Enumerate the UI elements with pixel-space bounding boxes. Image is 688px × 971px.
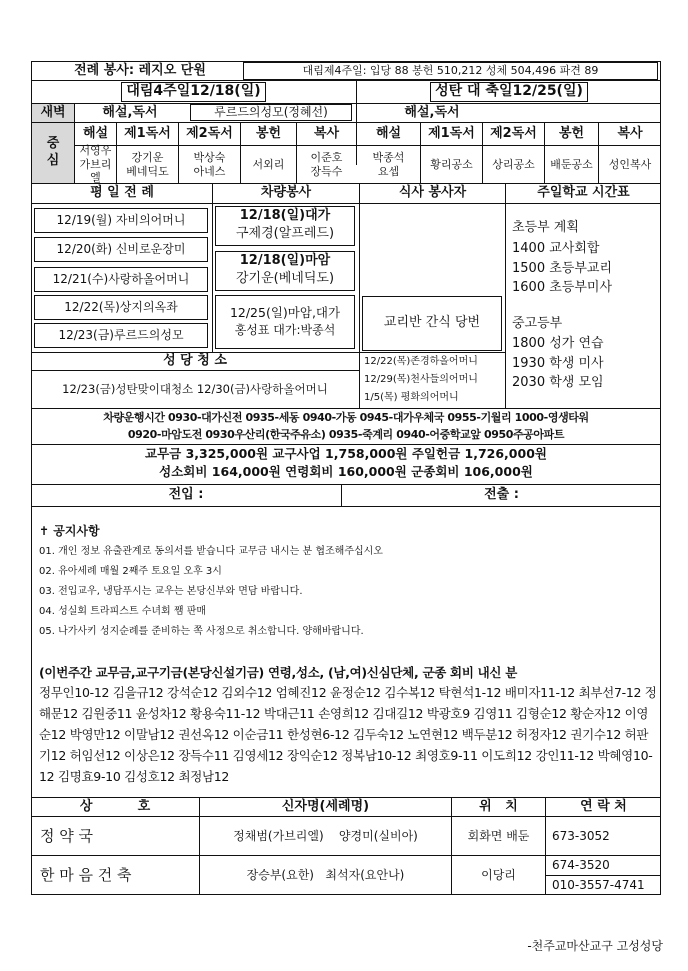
cleaning-header: 성 당 청 소 xyxy=(163,353,227,369)
notice-item: 03. 전입교우, 냉담푸시는 교우는 본당신부와 면담 바랍니다. xyxy=(39,586,303,597)
role-commentary: 해설 xyxy=(82,125,109,141)
role-server: 복사 xyxy=(313,125,340,141)
dir-row-contact: 674-3520 xyxy=(552,858,610,872)
meal-main: 교리반 간식 당번 xyxy=(383,315,481,331)
center-label: 중심 xyxy=(32,123,74,183)
cleaning-text: 12/23(금)성탄맞이대청소 12/30(금)사랑하올어머니 xyxy=(62,381,328,396)
dir-row-location: 회화면 배둔 xyxy=(467,828,530,843)
weekday-item-text: 12/19(월) 자비의어머니 xyxy=(56,213,186,227)
liturgy-title: 전례 봉사: 레지오 단원 xyxy=(74,62,206,78)
meal-item: 12/22(목)존경하올어머니 xyxy=(364,355,478,367)
dir-row-names: 장승부(요한) 최석자(요안나) xyxy=(246,868,405,882)
footer-parish: -천주교마산교구 고성성당 xyxy=(527,939,663,953)
left-person-reading2: 박상숙 아네스 xyxy=(193,150,226,178)
vehicle-block2-title: 12/18(일)마암 xyxy=(239,253,331,269)
dir-header-contact: 연 락 처 xyxy=(580,798,627,814)
left-person-commentary: 서영우 가브리엘 xyxy=(79,143,112,185)
advent-mass-title: 대림4주일12/18(일) xyxy=(31,81,356,103)
weekday-item-text: 12/22(목)상지의옥좌 xyxy=(64,300,178,314)
elem-item: 1400 교사회합 xyxy=(512,240,600,256)
dir-header-names: 신자명(세례명) xyxy=(281,798,370,814)
christmas-mass-title: 성탄 대 축일12/25(일) xyxy=(357,81,661,103)
vehicle-block1-title: 12/18(일)대가 xyxy=(239,208,331,224)
meal-item: 1/5(목) 평화의어머니 xyxy=(364,391,459,403)
vehicle-block3-line1: 12/25(일)마암,대가 xyxy=(229,305,341,321)
weekday-item-text: 12/20(화) 신비로운장미 xyxy=(56,242,186,256)
finance-line2: 성소회비 164,000원 연령회비 160,000원 군종회비 106,000원 xyxy=(159,464,533,480)
dir-header-location: 위 치 xyxy=(479,798,518,814)
dawn-left-name: 루르드의성모(정혜선) xyxy=(214,105,328,119)
mid-title: 중고등부 xyxy=(512,315,563,331)
contributors-list: 정무인10-12 김을규12 강석순12 김외수12 엄혜진12 윤정순12 김수복12 탁현석1-12 배미자11-12 최부선7-12 정해문12 김원중11 윤성차12 황용숙11-12 박대근11 손영희12 김대길12 박광호9 김영11 김형순12 황순자12 이영순12 박영만12 이말남12 권선옥12 이순금11 한성현6-12 김두숙12 노연현12 백두분12 허정자12 권기수12 허판기12 허임선12 이상은12 장득수11 김영세12 장익순12 정복남10-12 최영호9-11 이도희12 강인11-12 박혜영10-12 김명효9-10 김성호12 최정남12 xyxy=(39,685,657,784)
offering-info: 대림제4주일: 입당 88 봉헌 510,212 성체 504,496 파견 89 xyxy=(302,64,599,78)
right-person-reading1: 황리공소 xyxy=(430,157,473,171)
role-reading2-r: 제2독서 xyxy=(490,125,537,141)
weekday-header: 평 일 전 례 xyxy=(90,185,154,201)
notice-item: 05. 나가사키 성지순례를 준비하는 쪽 사정으로 취소합니다. 양해바랍니다. xyxy=(39,626,364,637)
mid-item: 1800 성가 연습 xyxy=(512,335,604,351)
role-reading1-r: 제1독서 xyxy=(428,125,475,141)
role-reading1: 제1독서 xyxy=(124,125,171,141)
left-person-offering: 서외리 xyxy=(252,157,285,171)
bus-line1: 차량운행시간 0930-대가신전 0935-세동 0940-가동 0945-대가우체국 0955-기월리 1000-영생타워 xyxy=(103,410,589,424)
vehicle-block1-name: 구제경(알프레드) xyxy=(235,226,335,242)
dawn-label: 새벽 xyxy=(32,104,74,122)
dir-header-shop: 상 호 xyxy=(79,798,151,814)
mid-item: 1930 학생 미사 xyxy=(512,355,604,371)
right-person-server: 성인복사 xyxy=(608,157,652,171)
meal-item: 12/29(목)천사들의어머니 xyxy=(364,373,478,385)
right-person-reading2: 상리공소 xyxy=(492,157,535,171)
dir-row-contact: 673-3052 xyxy=(552,828,610,843)
dir-row-contact-mobile: 010-3557-4741 xyxy=(552,878,645,892)
bus-line2: 0920-마암도전 0930우산리(한국주유소) 0935-죽계리 0940-어중학교앞 0950주공아파트 xyxy=(127,427,565,441)
contributors-title: (이번주간 교무금,교구기금(본당신설기금) 연령,성소, (남,여)신심단체, 군종 회비 내신 분 xyxy=(39,665,518,680)
elem-item: 1500 초등부교리 xyxy=(512,260,613,276)
dir-row-names: 정채범(가브리엘) 양경미(실비아) xyxy=(233,828,418,843)
notice-item: 02. 유아세례 매월 2째주 토요일 오후 3시 xyxy=(39,566,222,577)
right-person-offering: 배둔공소 xyxy=(550,157,593,171)
vehicle-block2-name: 강기운(베네딕도) xyxy=(235,271,335,287)
right-person-commentary: 박종석 요셉 xyxy=(372,150,405,178)
dir-row-shop: 한 마 음 건 축 xyxy=(40,866,132,885)
left-person-server: 이준호 장득수 xyxy=(310,150,343,178)
mid-item: 2030 학생 모임 xyxy=(512,374,604,390)
role-reading2: 제2독서 xyxy=(186,125,233,141)
notices-title: ✝ 공지사항 xyxy=(39,524,100,538)
notice-item: 01. 개인 정보 유출관계로 동의서를 받습니다 교무금 내시는 분 협조해주십시오 xyxy=(39,546,383,557)
notice-item: 04. 성실회 트라피스트 수녀회 쨈 판매 xyxy=(39,606,207,617)
vehicle-block3-line2: 홍성표 대가:박종석 xyxy=(234,322,336,337)
dir-row-shop: 정 약 국 xyxy=(40,826,94,845)
role-server-r: 복사 xyxy=(617,125,643,141)
role-offering-r: 봉헌 xyxy=(558,125,585,141)
elem-item: 1600 초등부미사 xyxy=(512,279,613,295)
sunday-school-header: 주일학교 시간표 xyxy=(537,185,630,201)
dawn-left-role: 해설,독서 xyxy=(102,104,158,120)
transfer-out: 전출 : xyxy=(484,487,519,503)
role-commentary-r: 해설 xyxy=(375,125,402,141)
elem-title: 초등부 계획 xyxy=(512,219,579,235)
transfer-in: 전입 : xyxy=(168,487,204,503)
left-person-reading1: 강기운 베네딕도 xyxy=(126,150,169,178)
weekday-item-text: 12/23(금)루르드의성모 xyxy=(58,328,184,342)
vehicle-header: 차량봉사 xyxy=(260,185,312,201)
finance-line1: 교무금 3,325,000원 교구사업 1,758,000원 주일헌금 1,726,000원 xyxy=(145,446,547,462)
dir-row-location: 이당리 xyxy=(481,868,516,882)
meal-header: 식사 봉사자 xyxy=(398,185,467,201)
dawn-right-role: 해설,독서 xyxy=(404,104,460,120)
weekday-item-text: 12/21(수)사랑하올어머니 xyxy=(52,272,190,286)
role-offering: 봉헌 xyxy=(255,125,282,141)
